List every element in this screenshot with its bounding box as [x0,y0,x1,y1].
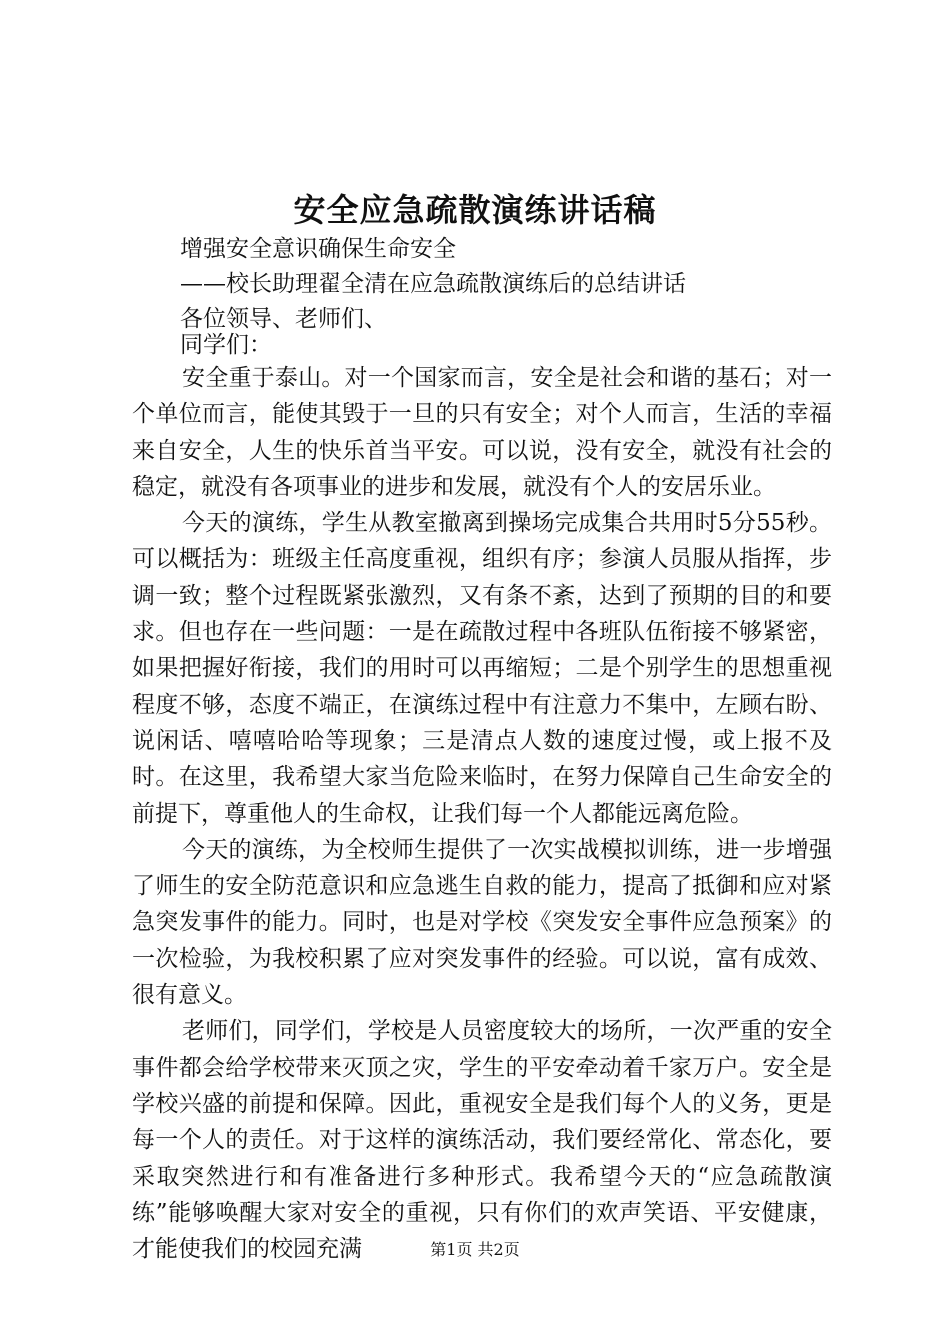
paragraph: 今天的演练，为全校师生提供了一次实战模拟训练，进一步增强了师生的安全防范意识和应急逃生自救的能力，提高了抵御和应对紧急突发事件的能力。同时，也是对学校《突发安全事件应急预案》的一次检验，为我校积累了应对突发事件的经验。可以说，富有成效、很有意义。 [132,836,832,1009]
document-title: 安全应急疏散演练讲话稿 [293,191,657,229]
page-number-footer: 第1页 共2页 [430,1240,520,1259]
paragraph: 今天的演练，学生从教室撤离到操场完成集合共用时5分55秒。可以概括为：班级主任高度重视，组织有序；参演人员服从指挥，步调一致；整个过程既紧张激烈，又有条不紊，达到了预期的目的和要求。但也存在一些问题：一是在疏散过程中各班队伍衔接不够紧密，如果把握好衔接，我们的用时可以再缩短；二是个别学生的思想重视程度不够，态度不端正，在演练过程中有注意力不集中，左顾右盼、说闲话、嘻嘻哈哈等现象；三是清点人数的速度过慢，或上报不及时。在这里，我希望大家当危险来临时，在努力保障自己生命安全的前提下，尊重他人的生命权，让我们每一个人都能远离危险。 [132,510,832,827]
subtitle-heading: 增强安全意识确保生命安全 [180,236,456,262]
greeting-line-1: 各位领导、老师们、 [180,306,387,332]
speech-body [132,360,832,1267]
paragraph: 老师们，同学们，学校是人员密度较大的场所，一次严重的安全事件都会给学校带来灭顶之灾，学生的平安牵动着千家万户。安全是学校兴盛的前提和保障。因此，重视安全是我们每个人的义务，更是每一个人的责任。对于这样的演练活动，我们要经常化、常态化，要采取突然进行和有准备进行多种形式。我希望今天的“应急疏散演练”能够唤醒大家对安全的重视，只有你们的欢声笑语、平安健康，才能使我们的校园充满 [132,1018,832,1263]
paragraph: 安全重于泰山。对一个国家而言，安全是社会和谐的基石；对一个单位而言，能使其毁于一旦的只有安全；对个人而言，生活的幸福来自安全，人生的快乐首当平安。可以说，没有安全，就没有社会的稳定，就没有各项事业的进步和发展，就没有个人的安居乐业。 [132,365,832,500]
subtitle-byline: ——校长助理翟全清在应急疏散演练后的总结讲话 [180,271,686,297]
greeting-line-2: 同学们： [180,332,272,358]
